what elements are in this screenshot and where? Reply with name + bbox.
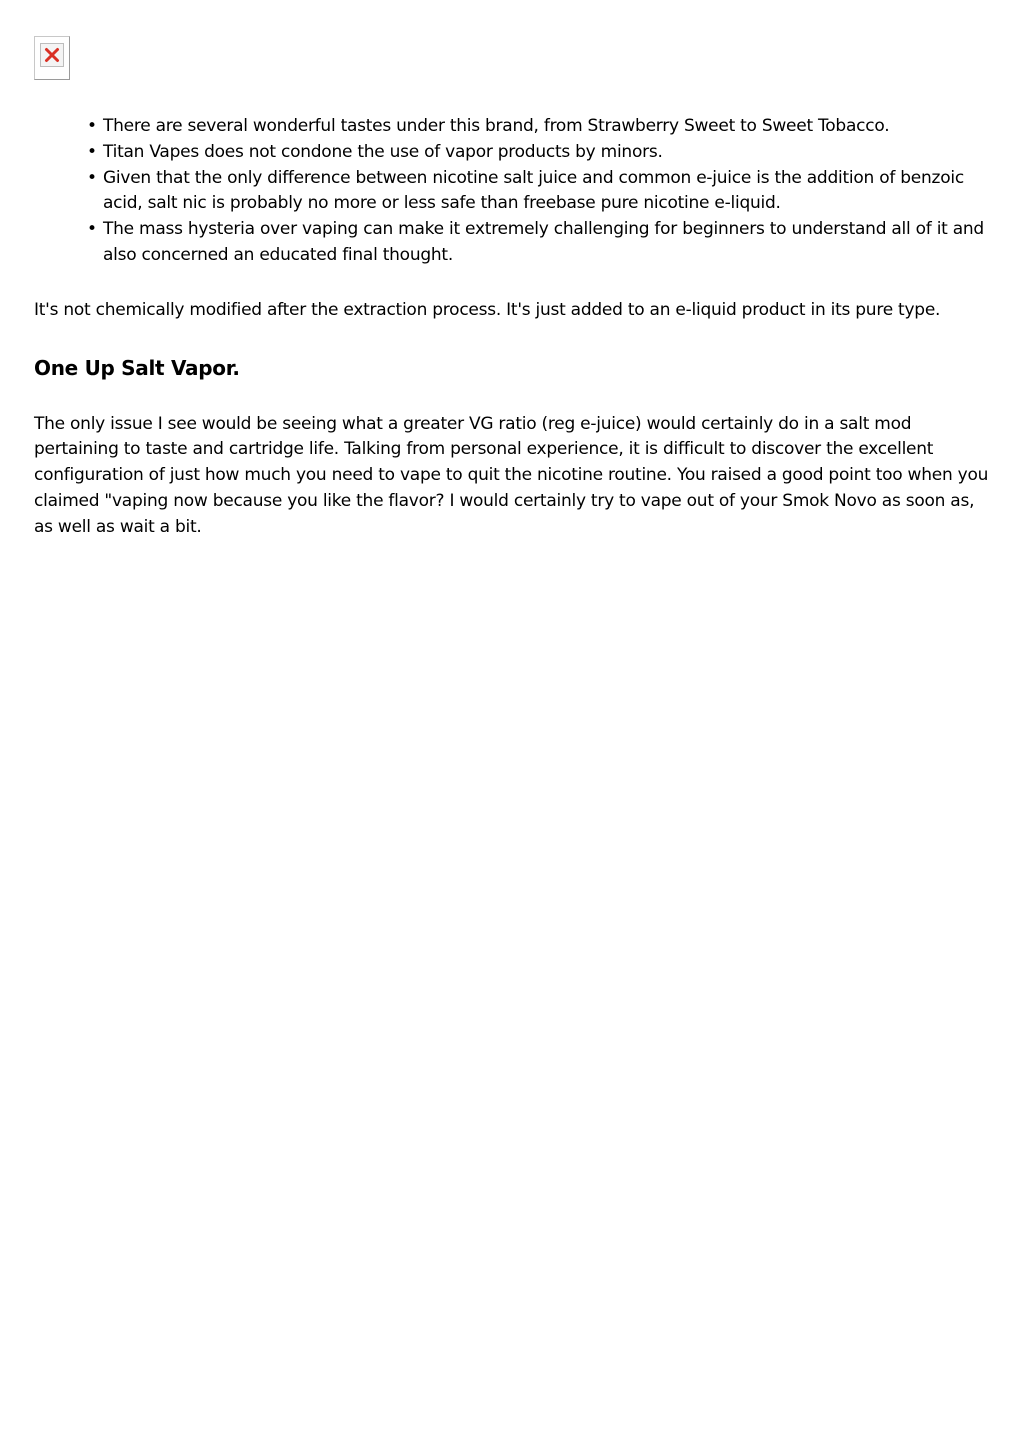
document-page [34, 36, 990, 541]
section-heading: One Up Salt Vapor. [34, 355, 240, 380]
list-item: • There are several wonderful tastes under this brand, from Strawberry Sweet to Sweet Tobacco. [103, 114, 990, 140]
feature-bullet-list [34, 114, 990, 269]
body-paragraph: The only issue I see would be seeing what a greater VG ratio (reg e-juice) would certainly do in a salt mod pertaining to taste and cartridge life. Talking from personal experience, it is difficult to discover the excellent configuration of just how much you need to vape to quit the nicotine routine. You raised a good point too when you claimed "vaping now because you like the flavor? I would certainly try to vape out of your Smok Novo as soon as, as well as wait a bit. [34, 413, 989, 537]
broken-image-icon [40, 43, 64, 67]
list-item: • Titan Vapes does not condone the use of vapor products by minors. [103, 140, 990, 166]
broken-image-placeholder [34, 36, 70, 80]
list-item: • The mass hysteria over vaping can make it extremely challenging for beginners to understand all of it and also concerned an educated final thought. [103, 217, 990, 269]
list-item: • Given that the only difference between nicotine salt juice and common e-juice is the addition of benzoic acid, salt nic is probably no more or less safe than freebase pure nicotine e-liquid. [103, 166, 990, 218]
intro-paragraph: It's not chemically modified after the extraction process. It's just added to an e-liquid product in its pure type. [34, 299, 941, 320]
